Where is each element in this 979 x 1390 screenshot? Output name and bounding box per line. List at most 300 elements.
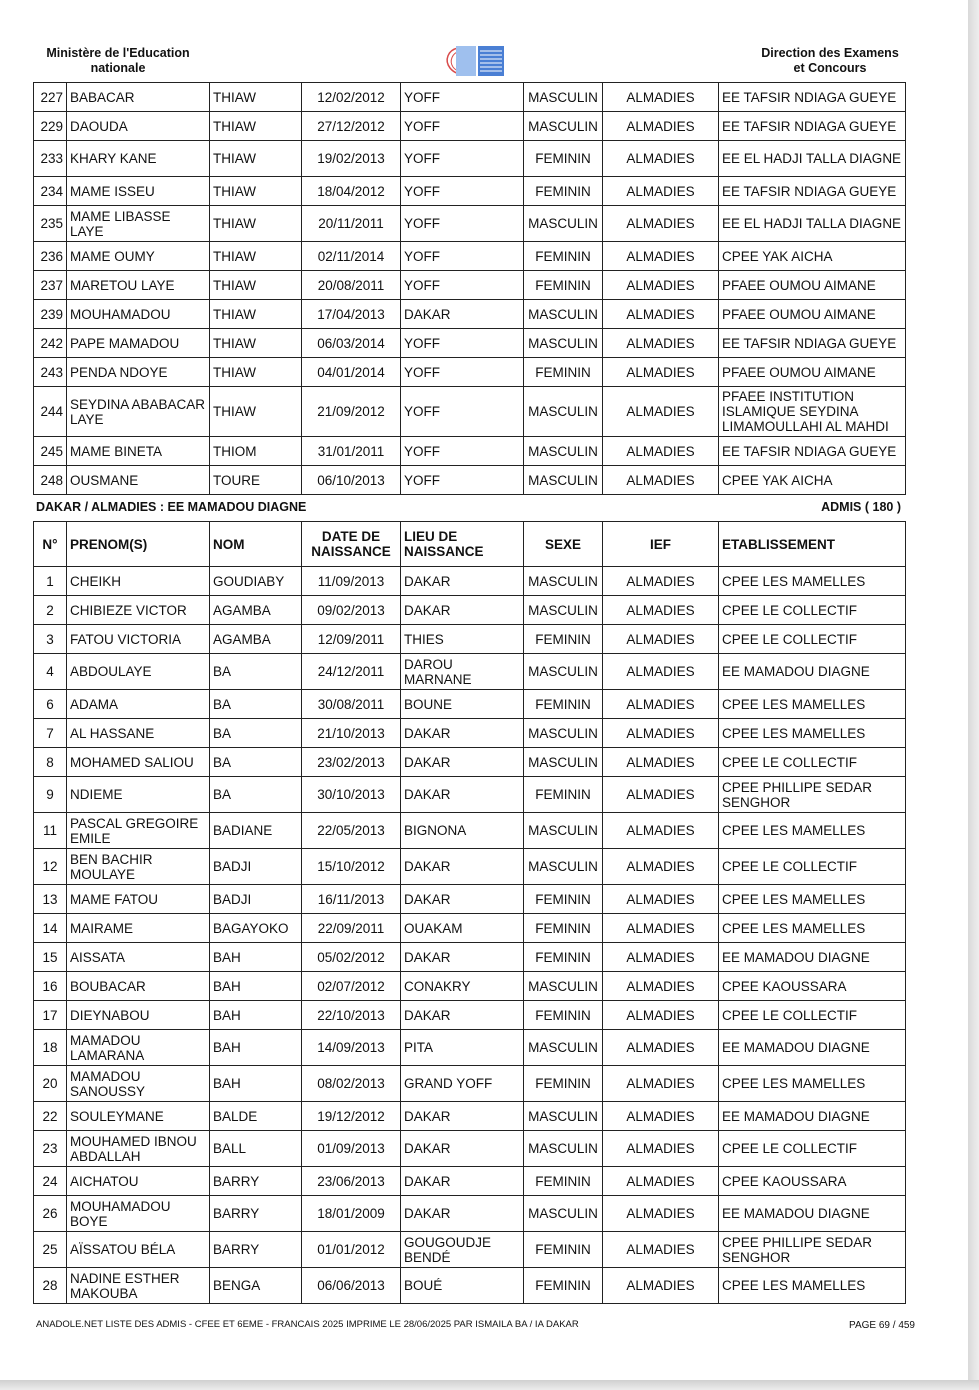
cell-first-name: AISSATA bbox=[67, 943, 210, 972]
cell-last-name: TOURE bbox=[210, 466, 302, 495]
cell-last-name: BAH bbox=[210, 1001, 302, 1030]
table-row bbox=[34, 885, 906, 914]
cell-first-name: AL HASSANE bbox=[67, 719, 210, 748]
cell-last-name: BAH bbox=[210, 1030, 302, 1066]
cell-school: EE MAMADOU DIAGNE bbox=[719, 1030, 906, 1066]
cell-number: 2 bbox=[34, 596, 67, 625]
cell-birth-place: THIES bbox=[401, 625, 524, 654]
cell-sex: MASCULIN bbox=[524, 112, 603, 141]
cell-sex: FEMININ bbox=[524, 885, 603, 914]
cell-ief: ALMADIES bbox=[603, 567, 719, 596]
cell-first-name: MAIRAME bbox=[67, 914, 210, 943]
table-row bbox=[34, 206, 906, 242]
cell-ief: ALMADIES bbox=[603, 596, 719, 625]
cell-birth-place: PITA bbox=[401, 1030, 524, 1066]
table-row bbox=[34, 914, 906, 943]
cell-school: EE MAMADOU DIAGNE bbox=[719, 654, 906, 690]
cell-school: CPEE PHILLIPE SEDAR SENGHOR bbox=[719, 777, 906, 813]
cell-birth-place: YOFF bbox=[401, 112, 524, 141]
table-row bbox=[34, 1196, 906, 1232]
cell-number: 234 bbox=[34, 177, 67, 206]
cell-school: EE TAFSIR NDIAGA GUEYE bbox=[719, 177, 906, 206]
table-row bbox=[34, 1066, 906, 1102]
cell-last-name: BALL bbox=[210, 1131, 302, 1167]
table-row bbox=[34, 813, 906, 849]
cell-number: 248 bbox=[34, 466, 67, 495]
cell-birth-date: 06/06/2013 bbox=[302, 1268, 401, 1304]
cell-birth-date: 19/12/2012 bbox=[302, 1102, 401, 1131]
cell-school: CPEE LE COLLECTIF bbox=[719, 1001, 906, 1030]
cell-number: 22 bbox=[34, 1102, 67, 1131]
cell-first-name: DIEYNABOU bbox=[67, 1001, 210, 1030]
cell-birth-place: YOFF bbox=[401, 358, 524, 387]
cell-first-name: BABACAR bbox=[67, 83, 210, 112]
col-header-first-name: PRENOM(S) bbox=[67, 522, 210, 567]
cell-first-name: MAME FATOU bbox=[67, 885, 210, 914]
cell-school: PFAEE OUMOU AIMANE bbox=[719, 300, 906, 329]
cell-birth-place: YOFF bbox=[401, 141, 524, 177]
cell-number: 7 bbox=[34, 719, 67, 748]
table-row bbox=[34, 1268, 906, 1304]
cell-first-name: SOULEYMANE bbox=[67, 1102, 210, 1131]
cell-first-name: MAME ISSEU bbox=[67, 177, 210, 206]
table-row bbox=[34, 596, 906, 625]
cell-ief: ALMADIES bbox=[603, 300, 719, 329]
table-row bbox=[34, 1102, 906, 1131]
cell-first-name: CHIBIEZE VICTOR bbox=[67, 596, 210, 625]
cell-school: CPEE LES MAMELLES bbox=[719, 1268, 906, 1304]
cell-ief: ALMADIES bbox=[603, 690, 719, 719]
cell-birth-place: DAKAR bbox=[401, 849, 524, 885]
cell-sex: MASCULIN bbox=[524, 466, 603, 495]
cell-birth-place: CONAKRY bbox=[401, 972, 524, 1001]
cell-sex: FEMININ bbox=[524, 943, 603, 972]
cell-birth-date: 22/10/2013 bbox=[302, 1001, 401, 1030]
cell-birth-date: 15/10/2012 bbox=[302, 849, 401, 885]
cell-birth-date: 05/02/2012 bbox=[302, 943, 401, 972]
table-row bbox=[34, 300, 906, 329]
cell-birth-date: 12/02/2012 bbox=[302, 83, 401, 112]
cell-last-name: BARRY bbox=[210, 1167, 302, 1196]
cell-ief: ALMADIES bbox=[603, 654, 719, 690]
cell-number: 235 bbox=[34, 206, 67, 242]
cell-number: 8 bbox=[34, 748, 67, 777]
cell-last-name: THIAW bbox=[210, 206, 302, 242]
cell-last-name: THIAW bbox=[210, 271, 302, 300]
cell-first-name: BOUBACAR bbox=[67, 972, 210, 1001]
cell-number: 14 bbox=[34, 914, 67, 943]
cell-first-name: MAMADOU LAMARANA bbox=[67, 1030, 210, 1066]
cell-first-name: MARETOU LAYE bbox=[67, 271, 210, 300]
cell-number: 25 bbox=[34, 1232, 67, 1268]
cell-sex: FEMININ bbox=[524, 1268, 603, 1304]
cell-sex: MASCULIN bbox=[524, 972, 603, 1001]
col-header-school: ETABLISSEMENT bbox=[719, 522, 906, 567]
cell-birth-place: YOFF bbox=[401, 177, 524, 206]
cell-sex: FEMININ bbox=[524, 358, 603, 387]
cell-sex: FEMININ bbox=[524, 690, 603, 719]
cell-school: CPEE LES MAMELLES bbox=[719, 567, 906, 596]
cell-first-name: MOUHAMED IBNOU ABDALLAH bbox=[67, 1131, 210, 1167]
cell-ief: ALMADIES bbox=[603, 777, 719, 813]
admitted-count: ADMIS ( 180 ) bbox=[821, 500, 901, 514]
cell-birth-place: DAKAR bbox=[401, 300, 524, 329]
cell-school: EE MAMADOU DIAGNE bbox=[719, 943, 906, 972]
page-number: PAGE 69 / 459 bbox=[849, 1320, 915, 1331]
cell-ief: ALMADIES bbox=[603, 387, 719, 437]
cell-last-name: GOUDIABY bbox=[210, 567, 302, 596]
cell-birth-place: DAKAR bbox=[401, 567, 524, 596]
cell-ief: ALMADIES bbox=[603, 1001, 719, 1030]
cell-ief: ALMADIES bbox=[603, 1196, 719, 1232]
cell-number: 12 bbox=[34, 849, 67, 885]
cell-sex: MASCULIN bbox=[524, 1102, 603, 1131]
section-title: DAKAR / ALMADIES : EE MAMADOU DIAGNE bbox=[36, 500, 307, 514]
cell-number: 15 bbox=[34, 943, 67, 972]
cell-birth-date: 11/09/2013 bbox=[302, 567, 401, 596]
cell-birth-date: 18/04/2012 bbox=[302, 177, 401, 206]
cell-school: CPEE LES MAMELLES bbox=[719, 885, 906, 914]
cell-number: 18 bbox=[34, 1030, 67, 1066]
cell-birth-date: 31/01/2011 bbox=[302, 437, 401, 466]
table-row bbox=[34, 654, 906, 690]
cell-last-name: THIAW bbox=[210, 83, 302, 112]
cell-last-name: THIAW bbox=[210, 329, 302, 358]
cell-sex: MASCULIN bbox=[524, 654, 603, 690]
cell-sex: MASCULIN bbox=[524, 206, 603, 242]
cell-number: 26 bbox=[34, 1196, 67, 1232]
cell-last-name: BALDE bbox=[210, 1102, 302, 1131]
cell-birth-date: 06/03/2014 bbox=[302, 329, 401, 358]
cell-last-name: BA bbox=[210, 748, 302, 777]
cell-last-name: BARRY bbox=[210, 1232, 302, 1268]
cell-ief: ALMADIES bbox=[603, 943, 719, 972]
cell-sex: FEMININ bbox=[524, 625, 603, 654]
table-row bbox=[34, 748, 906, 777]
cell-school: CPEE KAOUSSARA bbox=[719, 972, 906, 1001]
cell-number: 16 bbox=[34, 972, 67, 1001]
cell-birth-date: 22/05/2013 bbox=[302, 813, 401, 849]
cell-last-name: BAGAYOKO bbox=[210, 914, 302, 943]
cell-ief: ALMADIES bbox=[603, 271, 719, 300]
cell-birth-date: 18/01/2009 bbox=[302, 1196, 401, 1232]
cell-sex: FEMININ bbox=[524, 1167, 603, 1196]
table-row bbox=[34, 1232, 906, 1268]
cell-school: EE TAFSIR NDIAGA GUEYE bbox=[719, 112, 906, 141]
cell-school: EE MAMADOU DIAGNE bbox=[719, 1196, 906, 1232]
cell-last-name: BENGA bbox=[210, 1268, 302, 1304]
cell-number: 24 bbox=[34, 1167, 67, 1196]
table-row bbox=[34, 329, 906, 358]
direction-header bbox=[740, 46, 920, 76]
cell-number: 20 bbox=[34, 1066, 67, 1102]
cell-first-name: NDIEME bbox=[67, 777, 210, 813]
cell-birth-place: GOUGOUDJE BENDÉ bbox=[401, 1232, 524, 1268]
cell-sex: MASCULIN bbox=[524, 849, 603, 885]
cell-sex: FEMININ bbox=[524, 1232, 603, 1268]
cell-ief: ALMADIES bbox=[603, 885, 719, 914]
cell-ief: ALMADIES bbox=[603, 972, 719, 1001]
cell-birth-place: BIGNONA bbox=[401, 813, 524, 849]
cell-first-name: MOHAMED SALIOU bbox=[67, 748, 210, 777]
cell-last-name: BA bbox=[210, 719, 302, 748]
cell-number: 243 bbox=[34, 358, 67, 387]
cell-sex: MASCULIN bbox=[524, 748, 603, 777]
cell-first-name: MOUHAMADOU bbox=[67, 300, 210, 329]
col-header-birth-place: LIEU DE NAISSANCE bbox=[401, 522, 524, 567]
cell-ief: ALMADIES bbox=[603, 1066, 719, 1102]
col-header-ief: IEF bbox=[603, 522, 719, 567]
cell-first-name: MAME LIBASSE LAYE bbox=[67, 206, 210, 242]
cell-school: CPEE LES MAMELLES bbox=[719, 1066, 906, 1102]
cell-birth-place: DAKAR bbox=[401, 596, 524, 625]
cell-birth-date: 23/02/2013 bbox=[302, 748, 401, 777]
cell-school: CPEE LE COLLECTIF bbox=[719, 596, 906, 625]
cell-school: CPEE LES MAMELLES bbox=[719, 719, 906, 748]
cell-birth-date: 16/11/2013 bbox=[302, 885, 401, 914]
cell-birth-place: DAKAR bbox=[401, 777, 524, 813]
cell-first-name: KHARY KANE bbox=[67, 141, 210, 177]
cell-birth-place: YOFF bbox=[401, 466, 524, 495]
cell-number: 11 bbox=[34, 813, 67, 849]
cell-sex: MASCULIN bbox=[524, 387, 603, 437]
cell-last-name: AGAMBA bbox=[210, 625, 302, 654]
cell-first-name: MAME BINETA bbox=[67, 437, 210, 466]
cell-number: 6 bbox=[34, 690, 67, 719]
cell-first-name: ABDOULAYE bbox=[67, 654, 210, 690]
direction-line-2: et Concours bbox=[793, 61, 867, 75]
cell-number: 244 bbox=[34, 387, 67, 437]
cell-first-name: MOUHAMADOU BOYE bbox=[67, 1196, 210, 1232]
cell-ief: ALMADIES bbox=[603, 329, 719, 358]
cell-number: 9 bbox=[34, 777, 67, 813]
cell-birth-date: 19/02/2013 bbox=[302, 141, 401, 177]
cell-sex: FEMININ bbox=[524, 141, 603, 177]
cell-first-name: OUSMANE bbox=[67, 466, 210, 495]
cell-birth-date: 06/10/2013 bbox=[302, 466, 401, 495]
cell-birth-date: 08/02/2013 bbox=[302, 1066, 401, 1102]
cell-birth-date: 21/10/2013 bbox=[302, 719, 401, 748]
cell-sex: MASCULIN bbox=[524, 83, 603, 112]
cell-first-name: NADINE ESTHER MAKOUBA bbox=[67, 1268, 210, 1304]
cell-birth-place: YOFF bbox=[401, 437, 524, 466]
cell-birth-date: 21/09/2012 bbox=[302, 387, 401, 437]
cell-ief: ALMADIES bbox=[603, 177, 719, 206]
cell-first-name: MAMADOU SANOUSSY bbox=[67, 1066, 210, 1102]
cell-birth-place: YOFF bbox=[401, 206, 524, 242]
cell-number: 4 bbox=[34, 654, 67, 690]
ministry-line-1: Ministère de l'Education bbox=[46, 46, 190, 60]
cell-school: CPEE LE COLLECTIF bbox=[719, 849, 906, 885]
cell-first-name: CHEIKH bbox=[67, 567, 210, 596]
cell-number: 233 bbox=[34, 141, 67, 177]
table-row bbox=[34, 625, 906, 654]
table-row bbox=[34, 177, 906, 206]
table-row bbox=[34, 112, 906, 141]
cell-ief: ALMADIES bbox=[603, 748, 719, 777]
cell-school: EE MAMADOU DIAGNE bbox=[719, 1102, 906, 1131]
cell-last-name: BARRY bbox=[210, 1196, 302, 1232]
cell-sex: MASCULIN bbox=[524, 596, 603, 625]
cell-first-name: DAOUDA bbox=[67, 112, 210, 141]
col-header-birth-date: DATE DE NAISSANCE bbox=[302, 522, 401, 567]
cell-birth-place: DAKAR bbox=[401, 885, 524, 914]
cell-sex: MASCULIN bbox=[524, 300, 603, 329]
cell-sex: FEMININ bbox=[524, 1001, 603, 1030]
cell-sex: FEMININ bbox=[524, 914, 603, 943]
cell-last-name: THIAW bbox=[210, 141, 302, 177]
cell-birth-place: YOFF bbox=[401, 329, 524, 358]
ministry-header bbox=[28, 46, 208, 76]
cell-school: EE TAFSIR NDIAGA GUEYE bbox=[719, 83, 906, 112]
table-row bbox=[34, 777, 906, 813]
cell-sex: FEMININ bbox=[524, 177, 603, 206]
cell-ief: ALMADIES bbox=[603, 1232, 719, 1268]
cell-last-name: BADIANE bbox=[210, 813, 302, 849]
cell-ief: ALMADIES bbox=[603, 242, 719, 271]
cell-birth-date: 27/12/2012 bbox=[302, 112, 401, 141]
cell-last-name: BAH bbox=[210, 943, 302, 972]
cell-number: 239 bbox=[34, 300, 67, 329]
cell-ief: ALMADIES bbox=[603, 358, 719, 387]
cell-last-name: THIAW bbox=[210, 112, 302, 141]
table-row bbox=[34, 387, 906, 437]
table-row bbox=[34, 690, 906, 719]
col-header-number: N° bbox=[34, 522, 67, 567]
table-row bbox=[34, 567, 906, 596]
cell-school: EE EL HADJI TALLA DIAGNE bbox=[719, 141, 906, 177]
cell-last-name: AGAMBA bbox=[210, 596, 302, 625]
cell-birth-place: BOUNE bbox=[401, 690, 524, 719]
cell-number: 229 bbox=[34, 112, 67, 141]
table-row bbox=[34, 1030, 906, 1066]
cell-ief: ALMADIES bbox=[603, 1268, 719, 1304]
cell-birth-date: 23/06/2013 bbox=[302, 1167, 401, 1196]
table-row bbox=[34, 719, 906, 748]
table-row bbox=[34, 1001, 906, 1030]
cell-last-name: THIAW bbox=[210, 300, 302, 329]
cell-school: CPEE LES MAMELLES bbox=[719, 690, 906, 719]
cell-last-name: BAH bbox=[210, 972, 302, 1001]
admitted-table-continued bbox=[33, 82, 906, 495]
cell-birth-place: YOFF bbox=[401, 242, 524, 271]
cell-birth-date: 04/01/2014 bbox=[302, 358, 401, 387]
cell-number: 13 bbox=[34, 885, 67, 914]
cell-birth-date: 30/10/2013 bbox=[302, 777, 401, 813]
cell-birth-date: 24/12/2011 bbox=[302, 654, 401, 690]
cell-sex: FEMININ bbox=[524, 777, 603, 813]
cell-birth-place: GRAND YOFF bbox=[401, 1066, 524, 1102]
cell-first-name: BEN BACHIR MOULAYE bbox=[67, 849, 210, 885]
cell-first-name: MAME OUMY bbox=[67, 242, 210, 271]
cell-first-name: FATOU VICTORIA bbox=[67, 625, 210, 654]
cell-birth-place: DAROU MARNANE bbox=[401, 654, 524, 690]
col-header-sex: SEXE bbox=[524, 522, 603, 567]
ministry-line-2: nationale bbox=[90, 61, 146, 75]
cell-number: 23 bbox=[34, 1131, 67, 1167]
cell-number: 17 bbox=[34, 1001, 67, 1030]
cell-birth-place: DAKAR bbox=[401, 719, 524, 748]
table-row bbox=[34, 242, 906, 271]
cell-birth-place: DAKAR bbox=[401, 1167, 524, 1196]
cell-ief: ALMADIES bbox=[603, 625, 719, 654]
table-row bbox=[34, 141, 906, 177]
cell-last-name: BA bbox=[210, 777, 302, 813]
cell-ief: ALMADIES bbox=[603, 141, 719, 177]
table-row bbox=[34, 358, 906, 387]
cell-first-name: AÏSSATOU BÉLA bbox=[67, 1232, 210, 1268]
cell-ief: ALMADIES bbox=[603, 83, 719, 112]
cell-birth-date: 02/07/2012 bbox=[302, 972, 401, 1001]
cell-sex: MASCULIN bbox=[524, 567, 603, 596]
cell-school: CPEE PHILLIPE SEDAR SENGHOR bbox=[719, 1232, 906, 1268]
cell-birth-date: 20/08/2011 bbox=[302, 271, 401, 300]
cell-last-name: THIAW bbox=[210, 242, 302, 271]
cell-school: CPEE LES MAMELLES bbox=[719, 914, 906, 943]
cell-ief: ALMADIES bbox=[603, 1102, 719, 1131]
cell-first-name: ADAMA bbox=[67, 690, 210, 719]
cell-last-name: BA bbox=[210, 654, 302, 690]
cell-number: 28 bbox=[34, 1268, 67, 1304]
cell-number: 227 bbox=[34, 83, 67, 112]
cell-sex: MASCULIN bbox=[524, 1030, 603, 1066]
cell-ief: ALMADIES bbox=[603, 112, 719, 141]
cell-birth-place: YOFF bbox=[401, 271, 524, 300]
cell-first-name: PASCAL GREGOIRE EMILE bbox=[67, 813, 210, 849]
cell-ief: ALMADIES bbox=[603, 914, 719, 943]
admitted-table bbox=[33, 521, 906, 1304]
cell-number: 1 bbox=[34, 567, 67, 596]
table-row bbox=[34, 437, 906, 466]
cell-school: EE TAFSIR NDIAGA GUEYE bbox=[719, 329, 906, 358]
cell-last-name: THIAW bbox=[210, 387, 302, 437]
cell-school: PFAEE INSTITUTION ISLAMIQUE SEYDINA LIMAMOULLAHI AL MAHDI bbox=[719, 387, 906, 437]
cell-birth-place: YOFF bbox=[401, 387, 524, 437]
cell-last-name: THIOM bbox=[210, 437, 302, 466]
cell-ief: ALMADIES bbox=[603, 1167, 719, 1196]
cell-school: CPEE LE COLLECTIF bbox=[719, 1131, 906, 1167]
cell-number: 242 bbox=[34, 329, 67, 358]
cell-number: 237 bbox=[34, 271, 67, 300]
cell-birth-place: DAKAR bbox=[401, 1131, 524, 1167]
cell-school: CPEE KAOUSSARA bbox=[719, 1167, 906, 1196]
cell-birth-date: 17/04/2013 bbox=[302, 300, 401, 329]
page-shadow-bottom bbox=[0, 1380, 979, 1390]
cell-school: EE EL HADJI TALLA DIAGNE bbox=[719, 206, 906, 242]
footer-print-info: ANADOLE.NET LISTE DES ADMIS - CFEE ET 6EME - FRANCAIS 2025 IMPRIME LE 28/06/2025 PAR ISMAILA BA / IA DAKAR bbox=[36, 1319, 579, 1330]
cell-last-name: BAH bbox=[210, 1066, 302, 1102]
cell-birth-date: 01/01/2012 bbox=[302, 1232, 401, 1268]
cell-sex: MASCULIN bbox=[524, 719, 603, 748]
cell-sex: MASCULIN bbox=[524, 1131, 603, 1167]
cell-birth-date: 01/09/2013 bbox=[302, 1131, 401, 1167]
cell-birth-date: 09/02/2013 bbox=[302, 596, 401, 625]
cell-ief: ALMADIES bbox=[603, 813, 719, 849]
cell-school: CPEE LE COLLECTIF bbox=[719, 625, 906, 654]
cell-school: CPEE YAK AICHA bbox=[719, 242, 906, 271]
direction-line-1: Direction des Examens bbox=[761, 46, 899, 60]
cell-sex: MASCULIN bbox=[524, 437, 603, 466]
table-row bbox=[34, 83, 906, 112]
cell-birth-date: 02/11/2014 bbox=[302, 242, 401, 271]
table-row bbox=[34, 1167, 906, 1196]
cell-birth-place: OUAKAM bbox=[401, 914, 524, 943]
cell-first-name: SEYDINA ABABACAR LAYE bbox=[67, 387, 210, 437]
cell-birth-date: 22/09/2011 bbox=[302, 914, 401, 943]
cell-first-name: AICHATOU bbox=[67, 1167, 210, 1196]
cell-ief: ALMADIES bbox=[603, 719, 719, 748]
cell-sex: MASCULIN bbox=[524, 813, 603, 849]
